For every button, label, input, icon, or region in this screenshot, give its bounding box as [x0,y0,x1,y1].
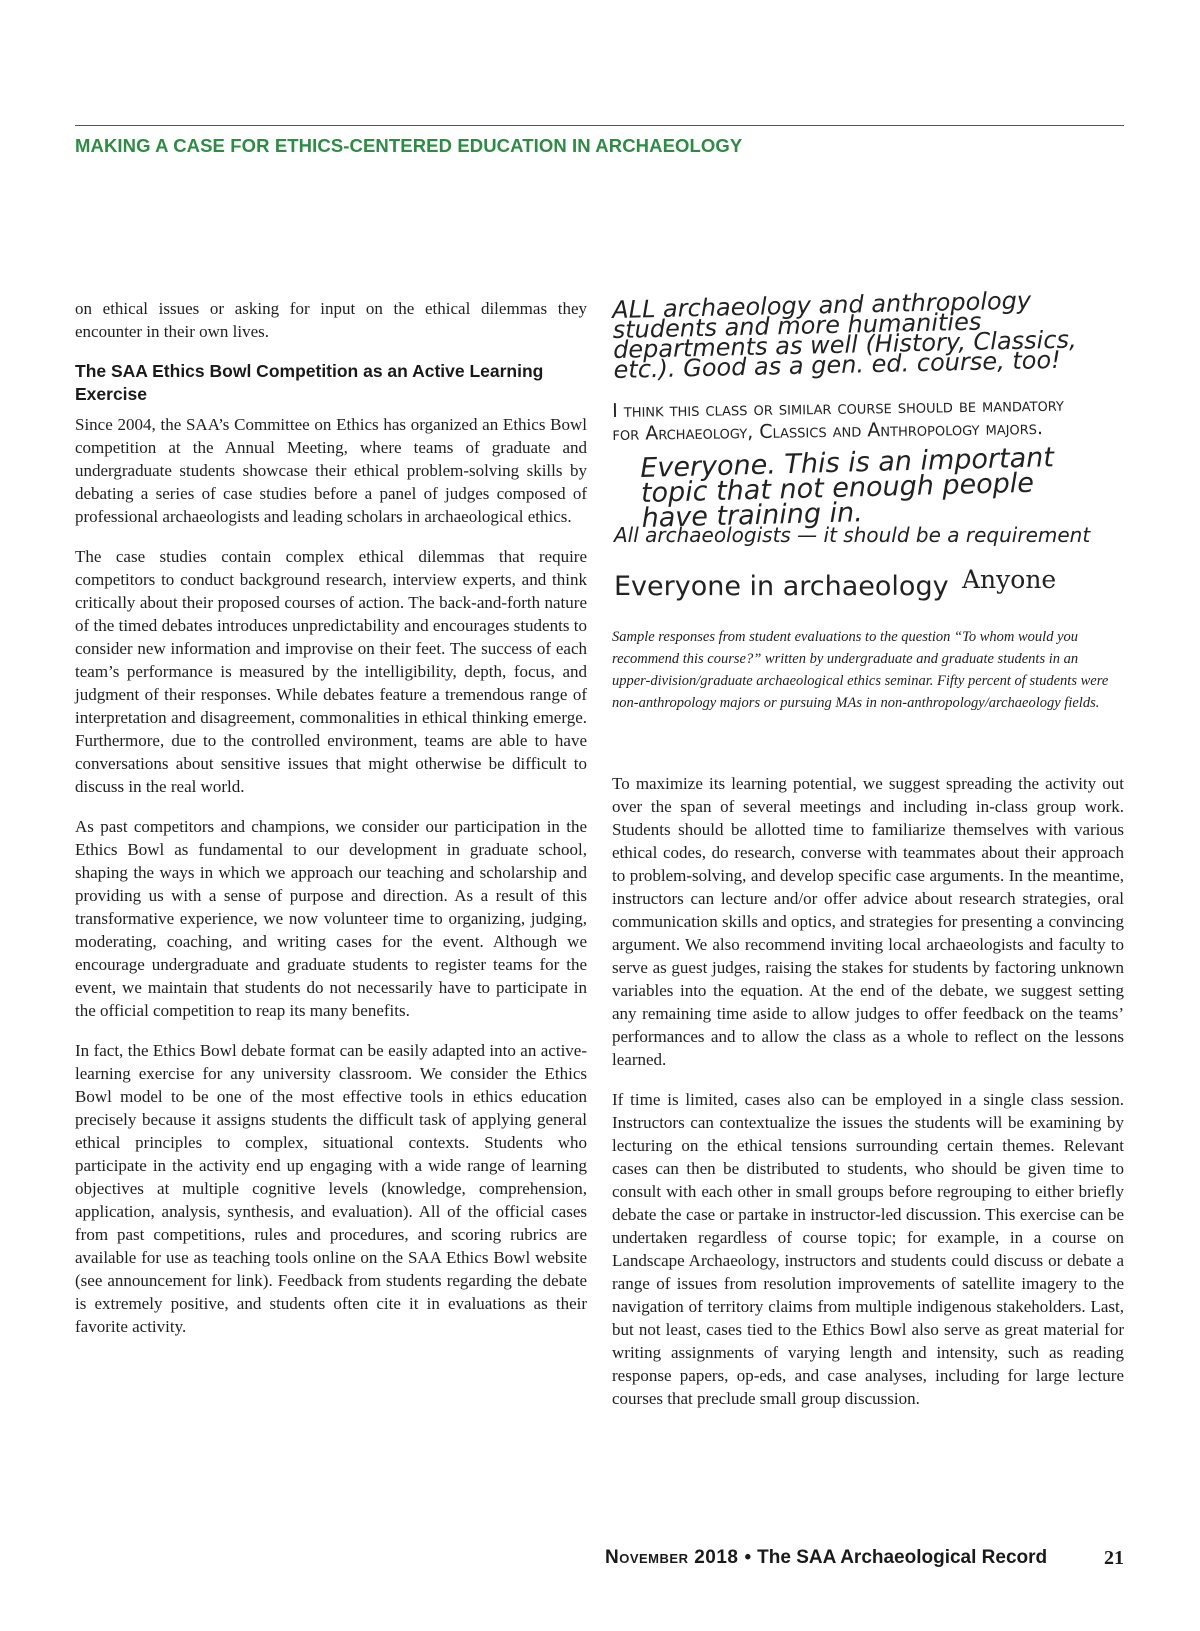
body-paragraph: To maximize its learning potential, we suggest spreading the activity out over the span of several meetings and including in-class group work. Students should be allotted time to familiarize themselves with various ethical codes, do research, converse with teammates about their approach to problem-solving, and develop specific case arguments. In the meantime, instructors can lecture and/or offer advice about research strategies, oral communication skills and optics, and strategies for presenting a convincing argument. We also recommend inviting local archaeologists and faculty to serve as guest judges, raising the stakes for students by factoring unknown variables into the equation. At the end of the debate, we suggest setting any remaining time aside to allow judges to offer feedback on the teams’ performances and to allow the class as a whole to reflect on the lessons learned. [612,774,1124,1069]
body-paragraph: The case studies contain complex ethical dilemmas that require competitors to conduct background research, interview experts, and think critically about their proposed courses of action. The back-and-forth nature of the timed debates introduces unpredictability and encourages students to consider new information and improvise on their feet. The success of each team’s performance is measured by the intelligibility, depth, focus, and judgment of their responses. While debates feature a tremendous range of interpretation and disagreement, commonalities in ethical thinking emerge. Furthermore, due to the controlled environment, teams are able to have conversations about sensitive issues that might otherwise be difficult to discuss in the real world. [75,547,587,796]
footer-issue [605,1547,1047,1569]
handwritten-response: ALL archaeology and anthropology students and more humanities departments as well (History, Classics, etc.). Good as a gen. ed. course, too! [611,286,1077,384]
page-footer [605,1547,1124,1579]
body-paragraph: In fact, the Ethics Bowl debate format can be easily adapted into an active-learning exercise for any university classroom. We consider the Ethics Bowl model to be one of the most effective tools in ethics education precisely because it assigns students the difficult task of applying general ethical principles to complex, situational contexts. Students who participate in the activity end up engaging with a wide range of learning objectives at multiple cognitive levels (knowledge, comprehension, application, analysis, synthesis, and evaluation). All of the official cases from past competitions, rules and procedures, and scoring rubrics are available for use as teaching tools online on the SAA Ethics Bowl website (see announcement for link). Feedback from students regarding the debate is extremely positive, and students often cite it in evaluations as their favorite activity. [75,1041,587,1336]
section-heading: The SAA Ethics Bowl Competition as an Active Learning Exercise [75,361,544,404]
left-column [75,297,587,1355]
handwritten-response: I think this class or similar course should be mandatory for Archaeology, Classics and Anthropology majors. [612,393,1065,445]
figure-caption: Sample responses from student evaluations to the question “To whom would you recommend this course?” written by undergraduate and graduate students in an upper-division/graduate archaeological ethics seminar. Fifty percent of students were non-anthropology majors or pursuing MAs in non-anthropology/archaeology fields. [612,629,1109,711]
handwritten-response: Everyone in archaeology [614,571,949,602]
body-paragraph: As past competitors and champions, we consider our participation in the Ethics Bowl as fundamental to our development in graduate school, shaping the ways in which we approach our teaching and scholarship and providing us with a sense of purpose and direction. As a result of this transformative experience, we now volunteer time to organizing, judging, moderating, coaching, and writing cases for the event. Although we encourage undergraduate and graduate students to register teams for the event, we maintain that students do not necessarily have to participate in the official competition to reap its many benefits. [75,817,587,1020]
handwritten-response: All archaeologists — it should be a requirement [614,523,1091,547]
footer-journal: The SAA Archaeological Record [757,1547,1048,1568]
body-paragraph: Since 2004, the SAA’s Committee on Ethics has organized an Ethics Bowl competition at the Annual Meeting, where teams of graduate and undergraduate students showcase their ethical problem-solving skills by debating a series of case studies before a panel of judges composed of professional archaeologists and leading scholars in archaeological ethics. [75,415,587,526]
footer-month: November 2018 [605,1547,739,1568]
handwritten-response: Everyone. This is an important topic that not enough people have training in. [639,442,1055,534]
right-column [612,772,1124,1427]
running-head: MAKING A CASE FOR ETHICS-CENTERED EDUCATION IN ARCHAEOLOGY [75,135,743,156]
header-rule [75,125,1124,126]
intro-paragraph: on ethical issues or asking for input on the ethical dilemmas they encounter in their own lives. [75,299,587,341]
handwritten-response: Anyone [962,565,1057,594]
page-number: 21 [1104,1547,1124,1569]
footer-bullet: • [744,1547,752,1568]
handwritten-responses-figure [611,286,1124,610]
body-paragraph: If time is limited, cases also can be employed in a single class session. Instructors can contextualize the issues the students will be examining by lecturing on the ethical tensions surrounding certain themes. Relevant cases can then be distributed to students, who should be given time to consult with each other in small groups before regrouping to either briefly debate the case or partake in instructor-led discussion. This exercise can be undertaken regardless of course topic; for example, in a course on Landscape Archaeology, instructors and students could discuss or debate a range of issues from resolution improvements of satellite imagery to the navigation of territory claims from multiple indigenous stakeholders. Last, but not least, cases tied to the Ethics Bowl also serve as great material for writing assignments of varying length and intensity, such as reading response papers, op-eds, and case analyses, including for large lecture courses that preclude small group discussion. [612,1090,1124,1408]
